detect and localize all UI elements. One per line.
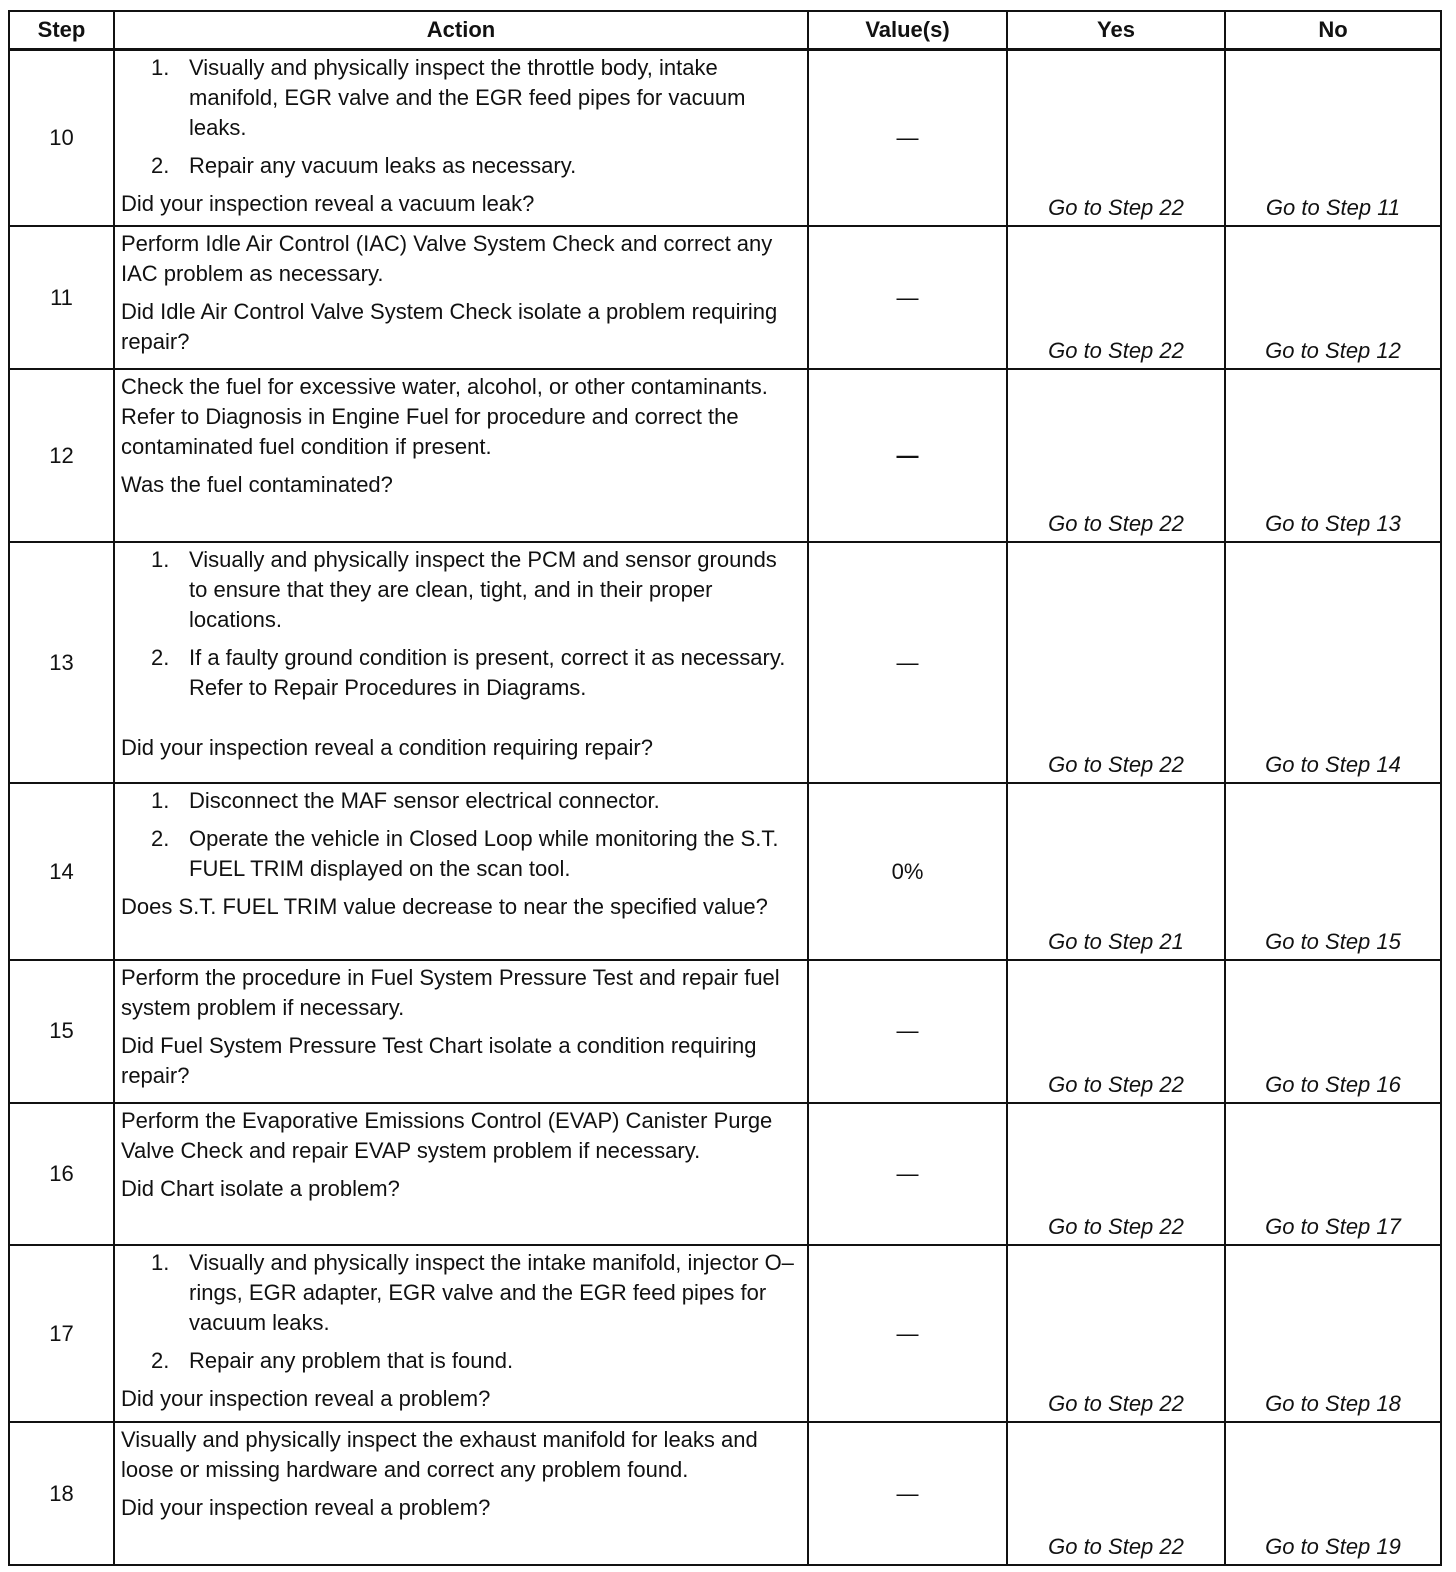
yes-goto-link[interactable]: Go to Step 22 [1007, 226, 1225, 369]
value-cell: — [808, 369, 1007, 542]
action-list [121, 1248, 801, 1376]
yes-goto-link[interactable]: Go to Step 22 [1007, 1103, 1225, 1246]
no-goto-link[interactable]: Go to Step 18 [1225, 1245, 1441, 1422]
list-item [121, 151, 801, 181]
header-step: Step [9, 11, 114, 50]
item-text: Disconnect the MAF sensor electrical connector. [189, 788, 660, 814]
item-number: 2. [151, 153, 170, 178]
step-number: 14 [9, 783, 114, 960]
list-item [121, 643, 801, 703]
action-question: Did Chart isolate a problem? [121, 1175, 400, 1201]
list-item [121, 1346, 801, 1376]
action-cell [114, 369, 808, 542]
value-cell: — [808, 1245, 1007, 1422]
action-question: Did your inspection reveal a condition requiring repair? [121, 734, 653, 760]
step-number: 12 [9, 369, 114, 542]
value-cell: — [808, 960, 1007, 1103]
action-question: Was the fuel contaminated? [121, 472, 393, 498]
no-goto-link[interactable]: Go to Step 11 [1225, 50, 1441, 227]
action-cell [114, 960, 808, 1103]
action-list [121, 545, 801, 703]
table-row [9, 960, 1441, 1103]
table-row [9, 542, 1441, 783]
table-row [9, 1245, 1441, 1422]
no-goto-link[interactable]: Go to Step 14 [1225, 542, 1441, 783]
header-values: Value(s) [808, 11, 1007, 50]
item-text: If a faulty ground condition is present, correct it as necessary. Refer to Repair Procedures in Diagrams. [189, 644, 786, 700]
item-number: 2. [151, 644, 170, 670]
item-number: 1. [151, 1250, 170, 1276]
table-row [9, 783, 1441, 960]
item-text: Operate the vehicle in Closed Loop while monitoring the S.T. FUEL TRIM displayed on the scan tool. [189, 826, 779, 882]
item-text: Repair any problem that is found. [189, 1348, 514, 1374]
step-number: 16 [9, 1103, 114, 1246]
header-no: No [1225, 11, 1441, 50]
action-question: Did your inspection reveal a problem? [121, 1495, 491, 1521]
action-text: Visually and physically inspect the exhaust manifold for leaks and loose or missing hardware and correct any problem found. [121, 1427, 758, 1483]
no-goto-link[interactable]: Go to Step 19 [1225, 1422, 1441, 1565]
table-row [9, 226, 1441, 369]
item-text: Visually and physically inspect the throttle body, intake manifold, EGR valve and the EGR feed pipes for vacuum leaks. [189, 55, 746, 140]
value-cell: 0% [808, 783, 1007, 960]
table-row [9, 1422, 1441, 1565]
no-goto-link[interactable]: Go to Step 16 [1225, 960, 1441, 1103]
action-text: Perform Idle Air Control (IAC) Valve System Check and correct any IAC problem as necessary. [121, 231, 773, 287]
action-question: Did Fuel System Pressure Test Chart isolate a condition requiring repair? [121, 1032, 757, 1088]
action-cell [114, 783, 808, 960]
no-goto-link[interactable]: Go to Step 17 [1225, 1103, 1441, 1246]
list-item [121, 824, 801, 884]
action-cell [114, 226, 808, 369]
step-number: 10 [9, 50, 114, 227]
value-cell: — [808, 50, 1007, 227]
yes-goto-link[interactable]: Go to Step 21 [1007, 783, 1225, 960]
step-number: 11 [9, 226, 114, 369]
step-number: 17 [9, 1245, 114, 1422]
yes-goto-link[interactable]: Go to Step 22 [1007, 960, 1225, 1103]
action-cell [114, 1422, 808, 1565]
list-item [121, 786, 801, 816]
step-number: 18 [9, 1422, 114, 1565]
table-row [9, 50, 1441, 227]
table-row [9, 1103, 1441, 1246]
item-text: Repair any vacuum leaks as necessary. [189, 153, 577, 178]
yes-goto-link[interactable]: Go to Step 22 [1007, 1422, 1225, 1565]
diagnostic-table [8, 10, 1442, 1566]
item-number: 1. [151, 55, 170, 80]
action-cell [114, 1103, 808, 1246]
step-number: 15 [9, 960, 114, 1103]
action-list [121, 53, 801, 181]
value-cell: — [808, 226, 1007, 369]
yes-goto-link[interactable]: Go to Step 22 [1007, 50, 1225, 227]
action-cell [114, 50, 808, 227]
item-number: 1. [151, 788, 170, 814]
value-cell: — [808, 542, 1007, 783]
table-row [9, 369, 1441, 542]
item-text: Visually and physically inspect the PCM and sensor grounds to ensure that they are clean, tight, and in their proper locations. [189, 546, 777, 632]
no-goto-link[interactable]: Go to Step 15 [1225, 783, 1441, 960]
action-cell [114, 542, 808, 783]
header-yes: Yes [1007, 11, 1225, 50]
yes-goto-link[interactable]: Go to Step 22 [1007, 542, 1225, 783]
item-number: 1. [151, 546, 170, 572]
action-cell [114, 1245, 808, 1422]
yes-goto-link[interactable]: Go to Step 22 [1007, 369, 1225, 542]
value-cell: — [808, 1103, 1007, 1246]
step-number: 13 [9, 542, 114, 783]
list-item [121, 545, 801, 635]
list-item [121, 1248, 801, 1338]
action-text: Perform the Evaporative Emissions Control (EVAP) Canister Purge Valve Check and repair EVAP system problem if necessary. [121, 1107, 773, 1163]
item-number: 2. [151, 826, 170, 852]
item-number: 2. [151, 1348, 170, 1374]
yes-goto-link[interactable]: Go to Step 22 [1007, 1245, 1225, 1422]
action-question: Did Idle Air Control Valve System Check isolate a problem requiring repair? [121, 299, 778, 355]
action-question: Did your inspection reveal a vacuum leak? [121, 191, 535, 216]
action-question: Does S.T. FUEL TRIM value decrease to near the specified value? [121, 894, 768, 920]
header-row [9, 11, 1441, 50]
action-text: Check the fuel for excessive water, alcohol, or other contaminants. Refer to Diagnosis in Engine Fuel for procedure and correct the contaminated fuel condition if present. [121, 374, 768, 460]
list-item [121, 53, 801, 143]
value-cell: — [808, 1422, 1007, 1565]
action-list [121, 786, 801, 884]
item-text: Visually and physically inspect the intake manifold, injector O–rings, EGR adapter, EGR valve and the EGR feed pipes for vacuum leaks. [189, 1250, 794, 1336]
action-text: Perform the procedure in Fuel System Pressure Test and repair fuel system problem if necessary. [121, 964, 780, 1020]
header-action: Action [114, 11, 808, 50]
no-goto-link[interactable]: Go to Step 13 [1225, 369, 1441, 542]
no-goto-link[interactable]: Go to Step 12 [1225, 226, 1441, 369]
action-question: Did your inspection reveal a problem? [121, 1386, 491, 1412]
